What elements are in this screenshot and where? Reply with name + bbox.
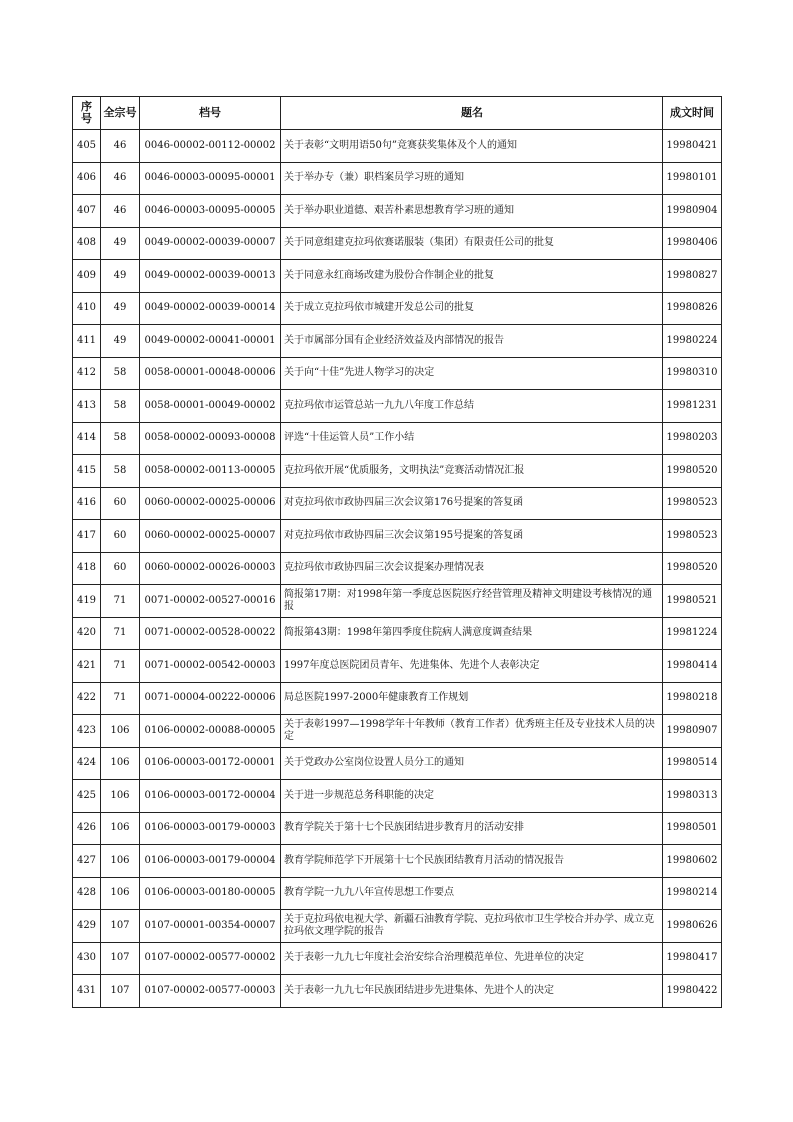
cell-file-no: 0071-00002-00528-00022: [140, 617, 281, 650]
table-row: [73, 260, 722, 293]
cell-title: 关于成立克拉玛依市城建开发总公司的批复: [281, 292, 663, 325]
cell-file-no: 0058-00002-00113-00005: [140, 455, 281, 488]
cell-title: 简报第43期：1998年第四季度住院病人满意度调查结果: [281, 617, 663, 650]
table-header: [73, 97, 722, 130]
cell-date: 19981231: [663, 390, 722, 423]
table-row: [73, 845, 722, 878]
cell-date: 19980826: [663, 292, 722, 325]
cell-fonds: 49: [101, 227, 140, 260]
cell-file-no: 0049-00002-00039-00013: [140, 260, 281, 293]
table-row: [73, 585, 722, 618]
cell-date: 19980310: [663, 357, 722, 390]
cell-date: 19980520: [663, 552, 722, 585]
table-row: [73, 455, 722, 488]
cell-fonds: 106: [101, 780, 140, 813]
cell-file-no: 0107-00001-00354-00007: [140, 910, 281, 943]
cell-seq: 426: [73, 812, 101, 845]
cell-fonds: 46: [101, 162, 140, 195]
table-row: [73, 227, 722, 260]
header-file-no: 档号: [140, 97, 281, 130]
cell-seq: 413: [73, 390, 101, 423]
cell-title: 1997年度总医院团员青年、先进集体、先进个人表彰决定: [281, 650, 663, 683]
table-row: [73, 487, 722, 520]
cell-title: 克拉玛依市运管总站一九九八年度工作总结: [281, 390, 663, 423]
cell-title: 关于同意永红商场改建为股份合作制企业的批复: [281, 260, 663, 293]
cell-title: 关于举办专（兼）职档案员学习班的通知: [281, 162, 663, 195]
cell-file-no: 0071-00002-00527-00016: [140, 585, 281, 618]
cell-seq: 405: [73, 130, 101, 163]
archive-table: [72, 96, 722, 1008]
cell-title: 克拉玛依开展“优质服务，文明执法”竞赛活动情况汇报: [281, 455, 663, 488]
table-row: [73, 650, 722, 683]
cell-seq: 425: [73, 780, 101, 813]
cell-title: 教育学院一九九八年宣传思想工作要点: [281, 877, 663, 910]
cell-file-no: 0058-00002-00093-00008: [140, 422, 281, 455]
table-row: [73, 390, 722, 423]
cell-file-no: 0049-00002-00039-00014: [140, 292, 281, 325]
cell-file-no: 0058-00001-00048-00006: [140, 357, 281, 390]
table-row: [73, 747, 722, 780]
cell-title: 对克拉玛依市政协四届三次会议第176号提案的答复函: [281, 487, 663, 520]
cell-title: 评选“十佳运管人员”工作小结: [281, 422, 663, 455]
cell-fonds: 106: [101, 877, 140, 910]
cell-seq: 418: [73, 552, 101, 585]
cell-date: 19980101: [663, 162, 722, 195]
header-seq-label: [73, 101, 100, 125]
cell-seq: 407: [73, 195, 101, 228]
cell-date: 19980414: [663, 650, 722, 683]
cell-fonds: 49: [101, 292, 140, 325]
cell-date: 19980523: [663, 487, 722, 520]
cell-title: 教育学院关于第十七个民族团结进步教育月的活动安排: [281, 812, 663, 845]
cell-seq: 421: [73, 650, 101, 683]
cell-file-no: 0060-00002-00025-00007: [140, 520, 281, 553]
cell-file-no: 0049-00002-00039-00007: [140, 227, 281, 260]
cell-seq: 420: [73, 617, 101, 650]
table-row: [73, 877, 722, 910]
table-row: [73, 325, 722, 358]
cell-fonds: 49: [101, 260, 140, 293]
cell-file-no: 0106-00003-00172-00004: [140, 780, 281, 813]
cell-fonds: 71: [101, 650, 140, 683]
cell-date: 19980422: [663, 975, 722, 1008]
cell-date: 19980406: [663, 227, 722, 260]
cell-seq: 408: [73, 227, 101, 260]
cell-title: 关于克拉玛依电视大学、新疆石油教育学院、克拉玛依市卫生学校合并办学、成立克拉玛依文理学院的报告: [281, 910, 663, 943]
cell-fonds: 71: [101, 585, 140, 618]
cell-file-no: 0106-00003-00179-00004: [140, 845, 281, 878]
table-row: [73, 942, 722, 975]
cell-seq: 410: [73, 292, 101, 325]
cell-fonds: 49: [101, 325, 140, 358]
table-row: [73, 422, 722, 455]
cell-fonds: 71: [101, 617, 140, 650]
cell-date: 19980602: [663, 845, 722, 878]
cell-date: 19980203: [663, 422, 722, 455]
header-date: 成文时间: [663, 97, 722, 130]
cell-fonds: 60: [101, 520, 140, 553]
cell-title: 关于表彰1997—1998学年十年教师（教育工作者）优秀班主任及专业技术人员的决定: [281, 715, 663, 748]
cell-date: 19980827: [663, 260, 722, 293]
cell-seq: 419: [73, 585, 101, 618]
cell-title: 局总医院1997-2000年健康教育工作规划: [281, 682, 663, 715]
cell-file-no: 0046-00003-00095-00001: [140, 162, 281, 195]
table-row: [73, 292, 722, 325]
cell-file-no: 0106-00002-00088-00005: [140, 715, 281, 748]
cell-date: 19980514: [663, 747, 722, 780]
cell-title: 关于表彰一九九七年民族团结进步先进集体、先进个人的决定: [281, 975, 663, 1008]
cell-date: 19980523: [663, 520, 722, 553]
cell-fonds: 107: [101, 910, 140, 943]
table-row: [73, 715, 722, 748]
table-row: [73, 617, 722, 650]
table-row: [73, 130, 722, 163]
cell-file-no: 0106-00003-00172-00001: [140, 747, 281, 780]
header-seq-char: 号: [81, 112, 92, 125]
cell-fonds: 46: [101, 130, 140, 163]
header-seq-char: 序: [81, 100, 92, 113]
cell-seq: 411: [73, 325, 101, 358]
cell-seq: 428: [73, 877, 101, 910]
cell-fonds: 107: [101, 975, 140, 1008]
cell-date: 19980313: [663, 780, 722, 813]
cell-file-no: 0107-00002-00577-00003: [140, 975, 281, 1008]
cell-title: 简报第17期：对1998年第一季度总医院医疗经营管理及精神文明建设考核情况的通报: [281, 585, 663, 618]
header-fonds: 全宗号: [101, 97, 140, 130]
header-seq: [73, 97, 101, 130]
cell-seq: 429: [73, 910, 101, 943]
cell-seq: 422: [73, 682, 101, 715]
header-row: [73, 97, 722, 130]
cell-file-no: 0106-00003-00180-00005: [140, 877, 281, 910]
cell-title: 关于表彰“文明用语50句”竞赛获奖集体及个人的通知: [281, 130, 663, 163]
cell-date: 19980421: [663, 130, 722, 163]
cell-fonds: 106: [101, 812, 140, 845]
table-row: [73, 682, 722, 715]
table-row: [73, 552, 722, 585]
cell-title: 关于市属部分国有企业经济效益及内部情况的报告: [281, 325, 663, 358]
cell-title: 关于举办职业道德、艰苦朴素思想教育学习班的通知: [281, 195, 663, 228]
table-row: [73, 195, 722, 228]
cell-title: 关于党政办公室岗位设置人员分工的通知: [281, 747, 663, 780]
cell-seq: 406: [73, 162, 101, 195]
cell-date: 19981224: [663, 617, 722, 650]
table-row: [73, 812, 722, 845]
cell-date: 19980417: [663, 942, 722, 975]
cell-date: 19980520: [663, 455, 722, 488]
table-body: [73, 130, 722, 1008]
cell-fonds: 58: [101, 455, 140, 488]
cell-date: 19980904: [663, 195, 722, 228]
cell-title: 克拉玛依市政协四届三次会议提案办理情况表: [281, 552, 663, 585]
cell-date: 19980214: [663, 877, 722, 910]
cell-seq: 412: [73, 357, 101, 390]
cell-file-no: 0107-00002-00577-00002: [140, 942, 281, 975]
table-row: [73, 162, 722, 195]
cell-fonds: 107: [101, 942, 140, 975]
cell-date: 19980521: [663, 585, 722, 618]
cell-file-no: 0060-00002-00026-00003: [140, 552, 281, 585]
cell-date: 19980224: [663, 325, 722, 358]
table-row: [73, 975, 722, 1008]
table-row: [73, 357, 722, 390]
cell-fonds: 60: [101, 552, 140, 585]
cell-seq: 427: [73, 845, 101, 878]
cell-seq: 415: [73, 455, 101, 488]
cell-seq: 409: [73, 260, 101, 293]
cell-file-no: 0049-00002-00041-00001: [140, 325, 281, 358]
table-row: [73, 520, 722, 553]
cell-date: 19980626: [663, 910, 722, 943]
cell-file-no: 0058-00001-00049-00002: [140, 390, 281, 423]
cell-fonds: 106: [101, 747, 140, 780]
cell-fonds: 58: [101, 390, 140, 423]
cell-title: 教育学院师范学下开展第十七个民族团结教育月活动的情况报告: [281, 845, 663, 878]
cell-file-no: 0060-00002-00025-00006: [140, 487, 281, 520]
cell-date: 19980501: [663, 812, 722, 845]
cell-seq: 424: [73, 747, 101, 780]
cell-date: 19980218: [663, 682, 722, 715]
cell-seq: 423: [73, 715, 101, 748]
cell-fonds: 106: [101, 715, 140, 748]
table-row: [73, 910, 722, 943]
cell-title: 关于表彰一九九七年度社会治安综合治理模范单位、先进单位的决定: [281, 942, 663, 975]
cell-file-no: 0046-00003-00095-00005: [140, 195, 281, 228]
cell-file-no: 0071-00004-00222-00006: [140, 682, 281, 715]
cell-fonds: 58: [101, 357, 140, 390]
cell-fonds: 60: [101, 487, 140, 520]
cell-title: 关于进一步规范总务科职能的决定: [281, 780, 663, 813]
cell-seq: 414: [73, 422, 101, 455]
cell-title: 对克拉玛依市政协四届三次会议第195号提案的答复函: [281, 520, 663, 553]
cell-seq: 430: [73, 942, 101, 975]
cell-fonds: 106: [101, 845, 140, 878]
cell-file-no: 0046-00002-00112-00002: [140, 130, 281, 163]
cell-title: 关于向“十佳”先进人物学习的决定: [281, 357, 663, 390]
cell-seq: 417: [73, 520, 101, 553]
table-row: [73, 780, 722, 813]
cell-file-no: 0071-00002-00542-00003: [140, 650, 281, 683]
cell-file-no: 0106-00003-00179-00003: [140, 812, 281, 845]
cell-fonds: 58: [101, 422, 140, 455]
cell-fonds: 46: [101, 195, 140, 228]
cell-seq: 431: [73, 975, 101, 1008]
cell-fonds: 71: [101, 682, 140, 715]
cell-seq: 416: [73, 487, 101, 520]
header-title: 题名: [281, 97, 663, 130]
cell-date: 19980907: [663, 715, 722, 748]
cell-title: 关于同意组建克拉玛依赛诺服装（集团）有限责任公司的批复: [281, 227, 663, 260]
